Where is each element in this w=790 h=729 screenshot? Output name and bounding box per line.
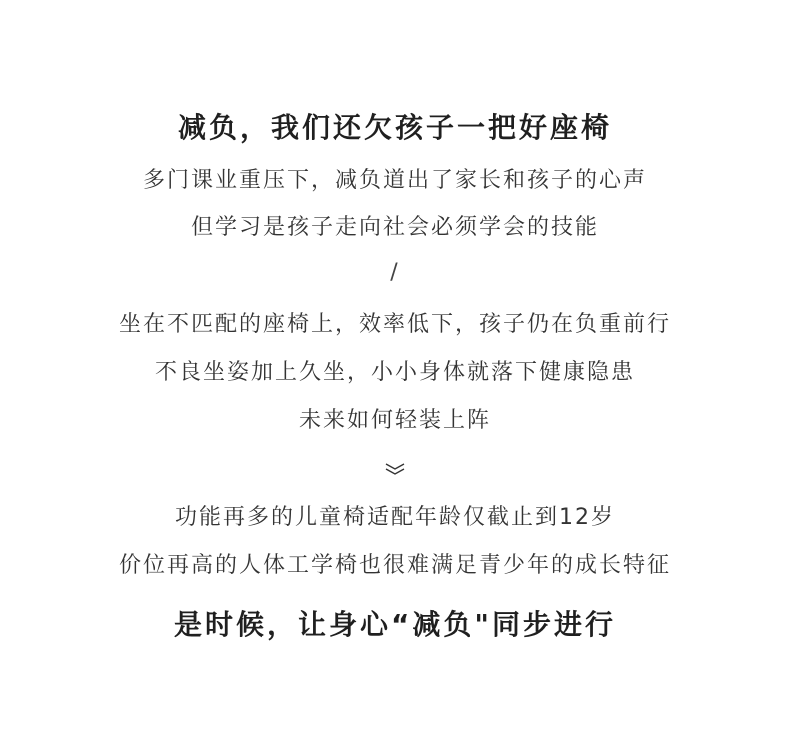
text-line: 价位再高的人体工学椅也很难满足青少年的成长特征: [118, 553, 671, 578]
text-line: 功能再多的儿童椅适配年龄仅截止到12岁: [175, 505, 615, 530]
headline-top: 减负，我们还欠孩子一把好座椅: [177, 111, 612, 144]
text-line: 坐在不匹配的座椅上，效率低下，孩子仍在负重前行: [118, 312, 671, 337]
text-line: 多门课业重压下，减负道出了家长和孩子的心声: [142, 168, 647, 193]
double-chevron-down-icon: [384, 462, 406, 476]
text-line: 未来如何轻装上阵: [298, 408, 491, 433]
text-line: 不良坐姿加上久坐，小小身体就落下健康隐患: [154, 360, 635, 385]
headline-bottom: 是时候，让身心“减负"同步进行: [174, 608, 616, 641]
separator-slash: /: [390, 260, 400, 285]
text-line: 但学习是孩子走向社会必须学会的技能: [190, 215, 599, 240]
